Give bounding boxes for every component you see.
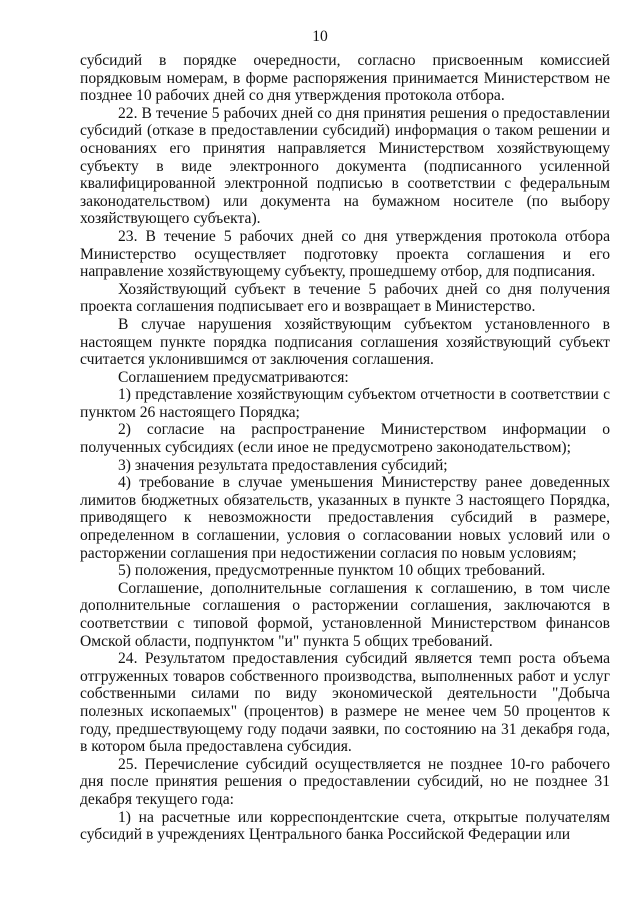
paragraph-p9: 4) требование в случае уменьшения Министерству ранее доведенных лимитов бюджетных обязательств, указанных в пункте 3 настоящего Порядка, приводящего к невозможности предоставления субсидий в размере, определенном в соглашении, условия о согласовании новых условий или о расторжении соглашения при недостижении согласия по новым условиям;	[80, 474, 610, 562]
paragraph-p2: 23. В течение 5 рабочих дней со дня утверждения протокола отбора Министерство осуществляет подготовку проекта соглашения и его направление хозяйствующему субъекту, прошедшему отбор, для подписания.	[80, 227, 610, 281]
paragraph-p1: 22. В течение 5 рабочих дней со дня принятия решения о предоставлении субсидий (отказе в предоставлении субсидий) информация о таком решении и основаниях его принятия направляется Министерством хозяйствующему субъекту в виде электронного документа (подписанного усиленной квалифицированной электронной подписью в соответствии с федеральным законодательством) или документа на бумажном носителе (по выбору хозяйствующего субъекта).	[80, 104, 610, 228]
paragraph-p5: Соглашением предусматриваются:	[118, 368, 349, 386]
paragraph-p4: В случае нарушения хозяйствующим субъектом установленного в настоящем пункте порядка подписания соглашения хозяйствующий субъект считается уклонившимся от заключения соглашения.	[80, 315, 610, 369]
paragraph-p6: 1) представление хозяйствующим субъектом отчетности в соответствии с пунктом 26 настоящего Порядка;	[80, 386, 610, 421]
paragraph-p13: 25. Перечисление субсидий осуществляется не позднее 10-го рабочего дня после принятия решения о предоставлении субсидий, но не позднее 31 декабря текущего года:	[80, 755, 610, 808]
paragraph-p14: 1) на расчетные или корреспондентские счета, открытые получателям субсидий в учреждениях Центрального банка Российской Федерации или	[80, 808, 610, 844]
page-number: 10	[312, 28, 328, 45]
paragraph-p8: 3) значения результата предоставления субсидий;	[118, 456, 448, 474]
paragraph-p3: Хозяйствующий субъект в течение 5 рабочих дней со дня получения проекта соглашения подписывает его и возвращает в Министерство.	[80, 280, 610, 316]
paragraph-p0: субсидий в порядке очередности, согласно присвоенным комиссией порядковым номерам, в форме распоряжения принимается Министерством не позднее 10 рабочих дней со дня утверждения протокола отбора.	[80, 52, 610, 105]
document-body	[80, 52, 610, 844]
paragraph-p11: Соглашение, дополнительные соглашения к соглашению, в том числе дополнительные соглашения о расторжении соглашения, заключаются в соответствии с типовой формой, установленной Министерством финансов Омской области, подпунктом "и" пункта 5 общих требований.	[80, 579, 610, 650]
paragraph-p12: 24. Результатом предоставления субсидий является темп роста объема отгруженных товаров собственного производства, выполненных работ и услуг собственными силами по виду экономической деятельности "Добыча полезных ископаемых" (процентов) в размере не менее чем 50 процентов к году, предшествующему году подачи заявки, по состоянию на 31 декабря года, в котором была предоставлена субсидия.	[80, 650, 610, 756]
paragraph-p7: 2) согласие на распространение Министерством информации о полученных субсидиях (если иное не предусмотрено законодательством);	[80, 421, 610, 457]
paragraph-p10: 5) положения, предусмотренные пунктом 10 общих требований.	[118, 562, 546, 580]
